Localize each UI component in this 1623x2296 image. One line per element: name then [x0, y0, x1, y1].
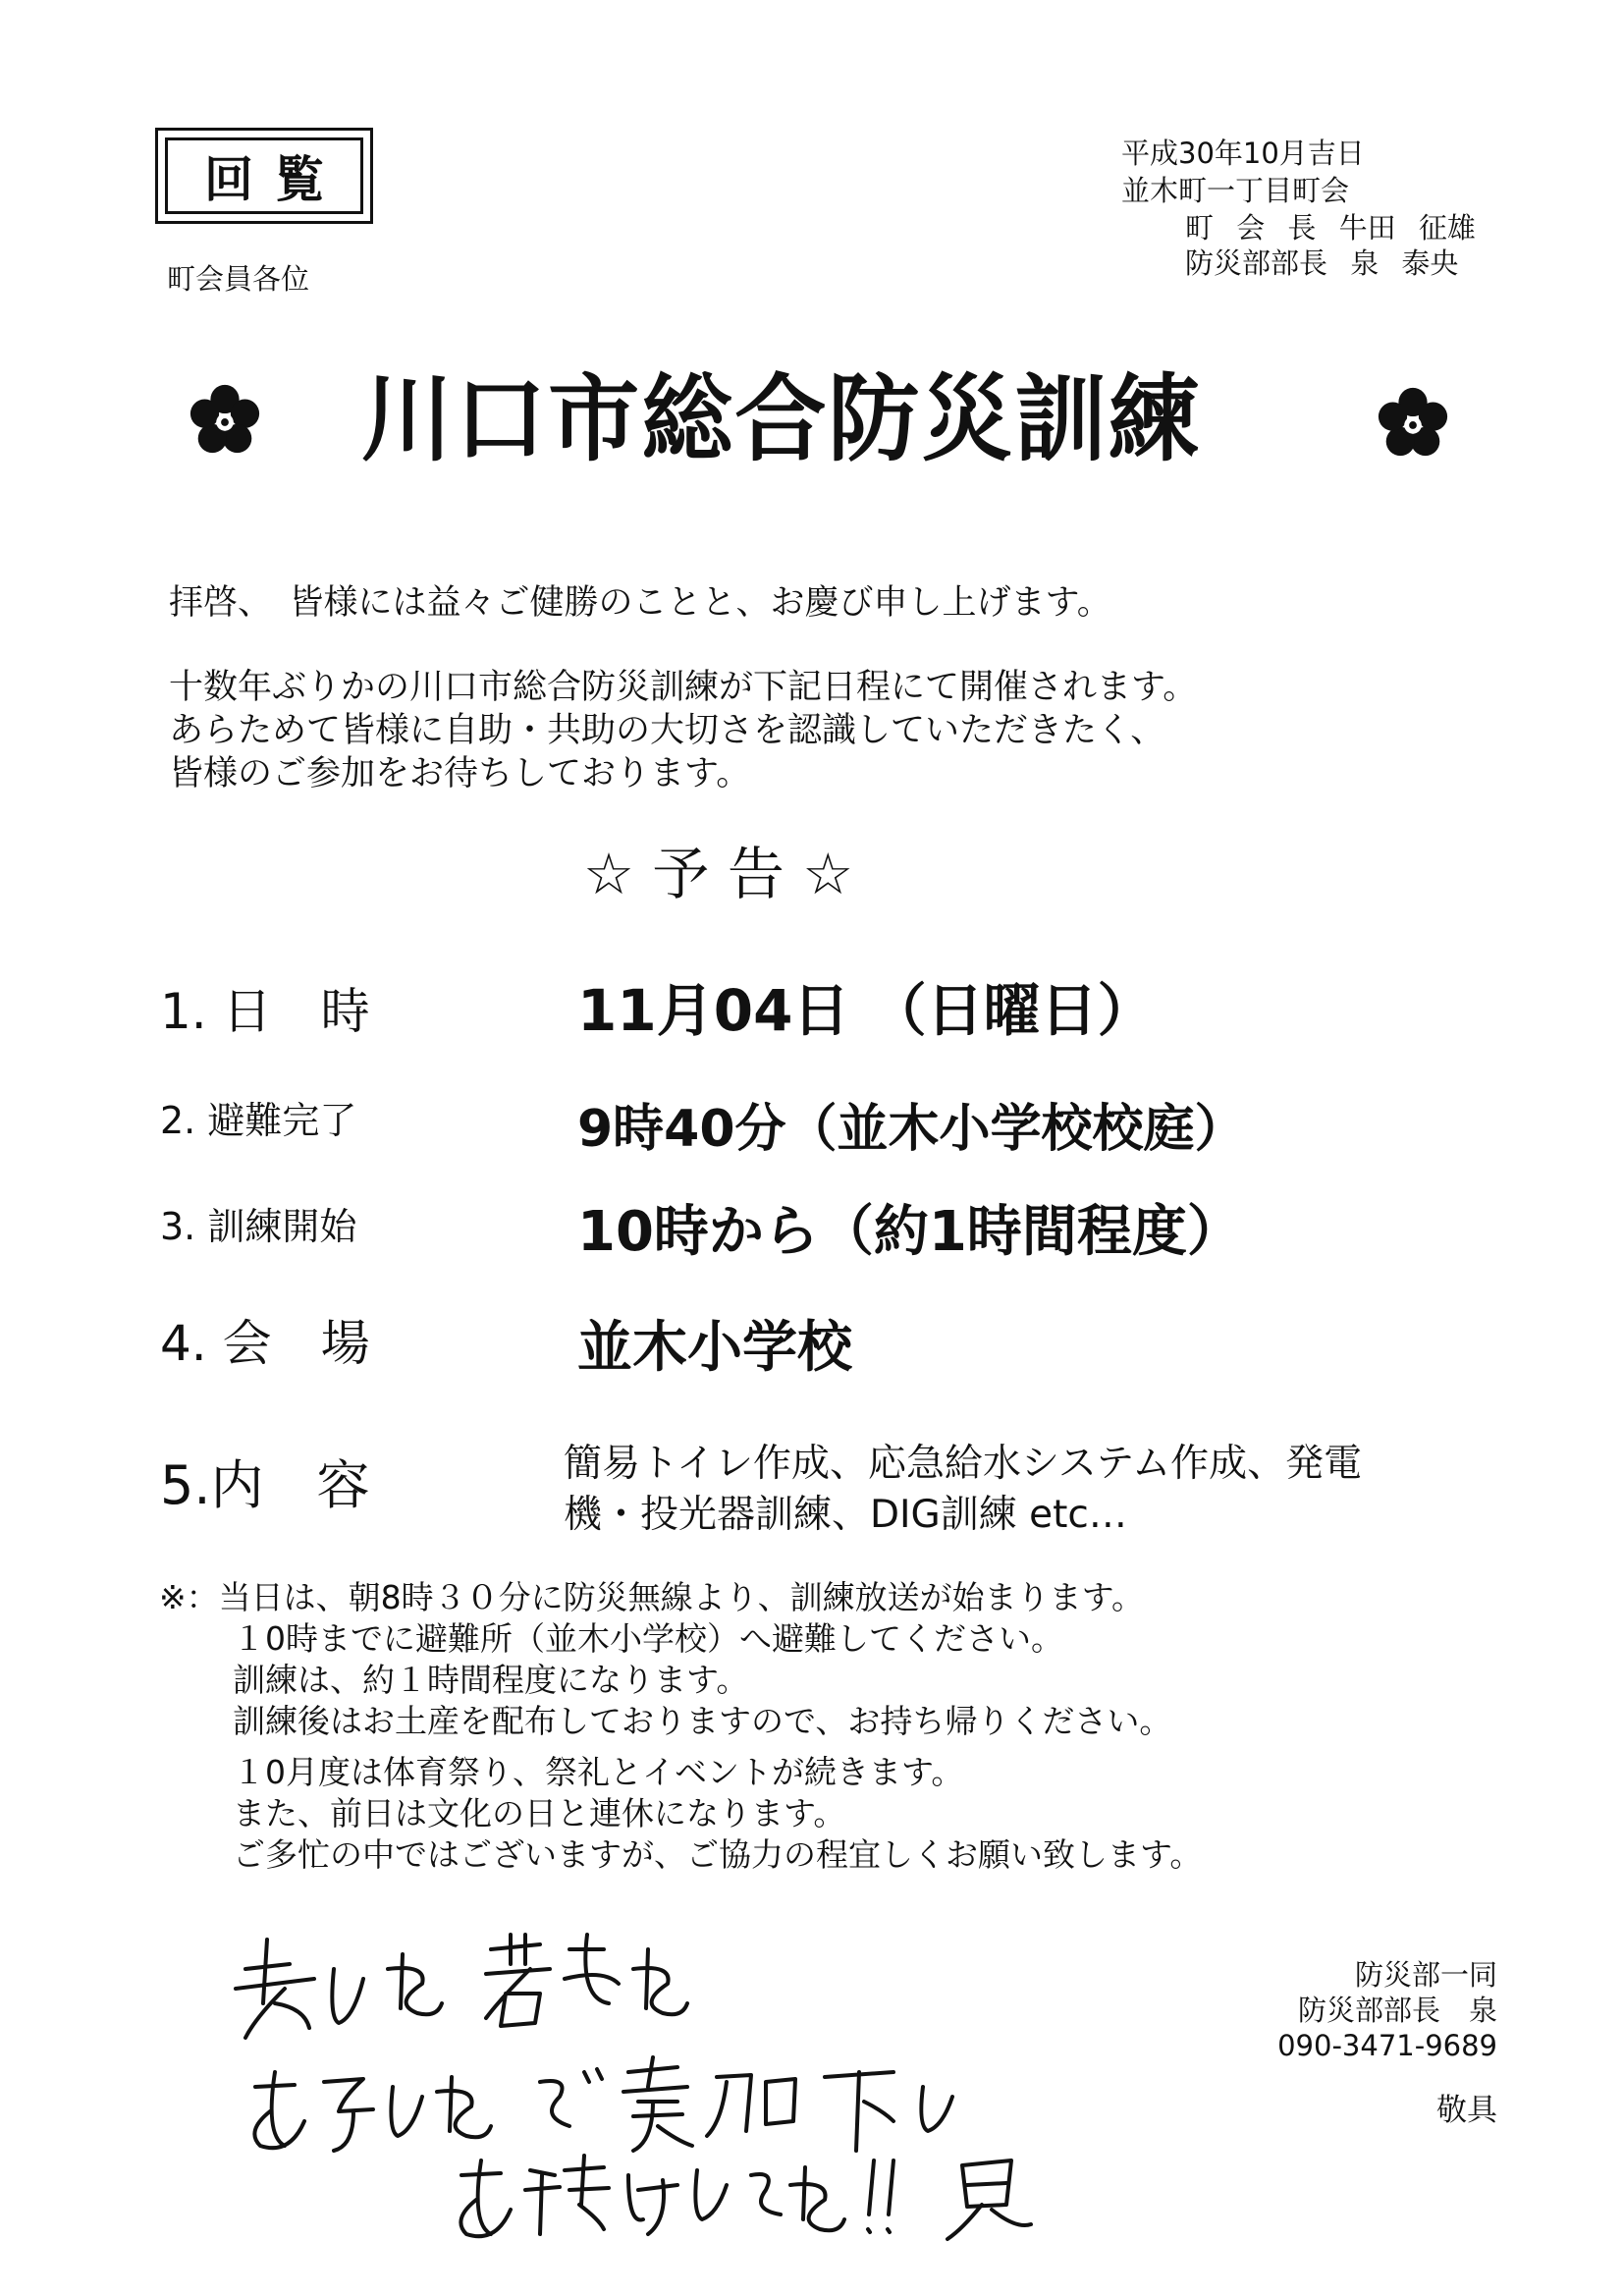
page-title: 川口市総合防災訓練 — [361, 364, 1202, 474]
closing-text: 敬具 — [1436, 2093, 1497, 2128]
circular-stamp-box — [155, 128, 373, 224]
chairman-name: 町 会 長 牛田 征雄 — [1185, 211, 1476, 245]
item-label-evacuation: 2. 避難完了 — [160, 1099, 357, 1142]
item-value-date: 11月04日 （日曜日） — [577, 977, 1155, 1044]
disaster-head-name: 防災部部長 泉 泰央 — [1185, 246, 1459, 280]
item-value-content-line-1: 簡易トイレ作成、応急給水システム作成、発電 — [564, 1442, 1363, 1486]
item-label-venue: 4. 会 場 — [160, 1315, 370, 1372]
flower-icon-right — [1375, 385, 1451, 462]
note-line-2: １0時までに避難所（並木小学校）へ避難してください。 — [233, 1619, 1063, 1658]
association-name: 並木町一丁目町会 — [1121, 174, 1350, 207]
note-line-6: また、前日は文化の日と連休になります。 — [233, 1794, 846, 1832]
signature-head: 防災部部長 泉 — [1297, 1994, 1497, 2027]
notice-heading: ☆ 予 告 ☆ — [583, 841, 854, 907]
item-label-content: 5.内 容 — [160, 1454, 370, 1516]
intro-line-1: 十数年ぶりかの川口市総合防災訓練が下記日程にて開催されます。 — [169, 668, 1198, 707]
note-line-5: １0月度は体育祭り、祭礼とイベントが続きます。 — [233, 1753, 964, 1791]
recipients: 町会員各位 — [167, 262, 310, 296]
item-label-date: 1. 日 時 — [160, 983, 370, 1040]
handwritten-message — [216, 1910, 1237, 2244]
note-line-7: ご多忙の中ではございますが、ご協力の程宜しくお願い致します。 — [233, 1835, 1203, 1874]
item-value-content-line-2: 機・投光器訓練、DIG訓練 etc… — [564, 1493, 1127, 1537]
note-line-3: 訓練は、約１時間程度になります。 — [233, 1661, 749, 1699]
greeting-text: 拝啓、 皆様には益々ご健勝のことと、お慶び申し上げます。 — [169, 583, 1111, 623]
circular-stamp-label: 回覧 — [165, 137, 363, 214]
item-value-venue: 並木小学校 — [577, 1316, 852, 1380]
flower-icon-left — [187, 382, 263, 459]
signature-phone: 090-3471-9689 — [1277, 2029, 1497, 2062]
note-line-1: ※：当日は、朝8時３０分に防災無線より、訓練放送が始まります。 — [159, 1578, 1145, 1616]
intro-line-3: 皆様のご参加をお待ちしております。 — [169, 754, 751, 793]
issue-date: 平成30年10月吉日 — [1121, 137, 1365, 170]
item-value-evacuation: 9時40分（並木小学校校庭） — [577, 1100, 1246, 1159]
signature-group: 防災部一同 — [1354, 1958, 1497, 1992]
intro-line-2: あらためて皆様に自助・共助の大切さを認識していただきたく、 — [169, 711, 1165, 750]
item-label-start: 3. 訓練開始 — [160, 1205, 357, 1248]
item-value-start: 10時から（約1時間程度） — [577, 1200, 1242, 1264]
note-line-4: 訓練後はお土産を配布しておりますので、お持ち帰りください。 — [233, 1702, 1172, 1740]
